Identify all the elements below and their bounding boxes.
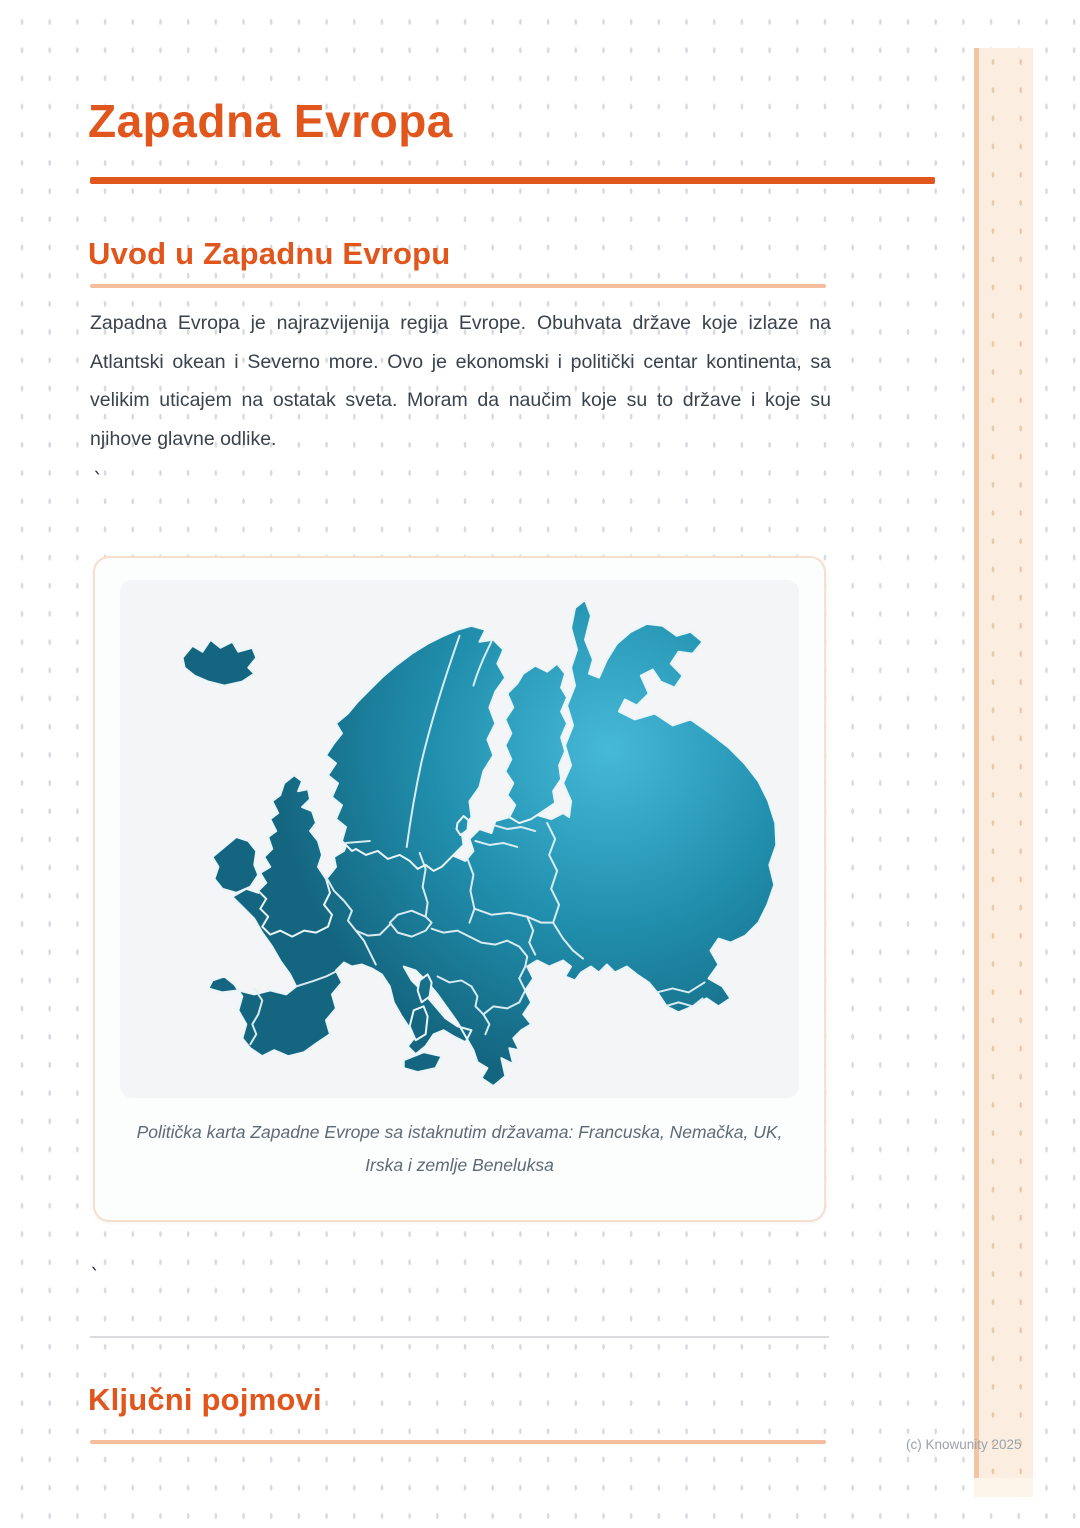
key-terms-heading-underline	[90, 1440, 826, 1444]
iceland	[183, 640, 257, 686]
section-divider	[90, 1336, 829, 1338]
map-card	[93, 556, 826, 1222]
finland	[505, 664, 567, 823]
europe-map-image	[120, 580, 799, 1098]
section-heading-key-terms: Ključni pojmovi	[88, 1382, 322, 1417]
map-caption: Politička karta Zapadne Evrope sa istaknutim državama: Francuska, Nemačka, UK, Irska i zemlje Beneluksa	[136, 1122, 783, 1175]
map-panel	[120, 580, 799, 1098]
title-rule	[90, 177, 935, 184]
ireland	[212, 837, 258, 893]
sardinia	[410, 1006, 428, 1040]
stray-backtick-2: `	[89, 1264, 102, 1288]
stray-backtick-1: `	[92, 468, 105, 492]
great-britain	[258, 775, 332, 936]
section-heading-intro: Uvod u Zapadnu Evropu	[88, 236, 451, 271]
sicily	[404, 1052, 442, 1072]
intro-heading-underline	[90, 284, 826, 288]
copyright-note: (c) Knowunity 2025	[906, 1437, 1022, 1452]
intro-paragraph: Zapadna Evropa je najrazvijenija regija Evrope. Obuhvata države koje izlaze na Atlantski okean i Severno more. Ovo je ekonomski i politički centar kontinenta, sa velikim uticajem na ostatak sveta. Moram da naučim koje su to države i koje su njihove glavne odlike.	[90, 312, 831, 450]
page-title: Zapadna Evropa	[88, 95, 453, 147]
